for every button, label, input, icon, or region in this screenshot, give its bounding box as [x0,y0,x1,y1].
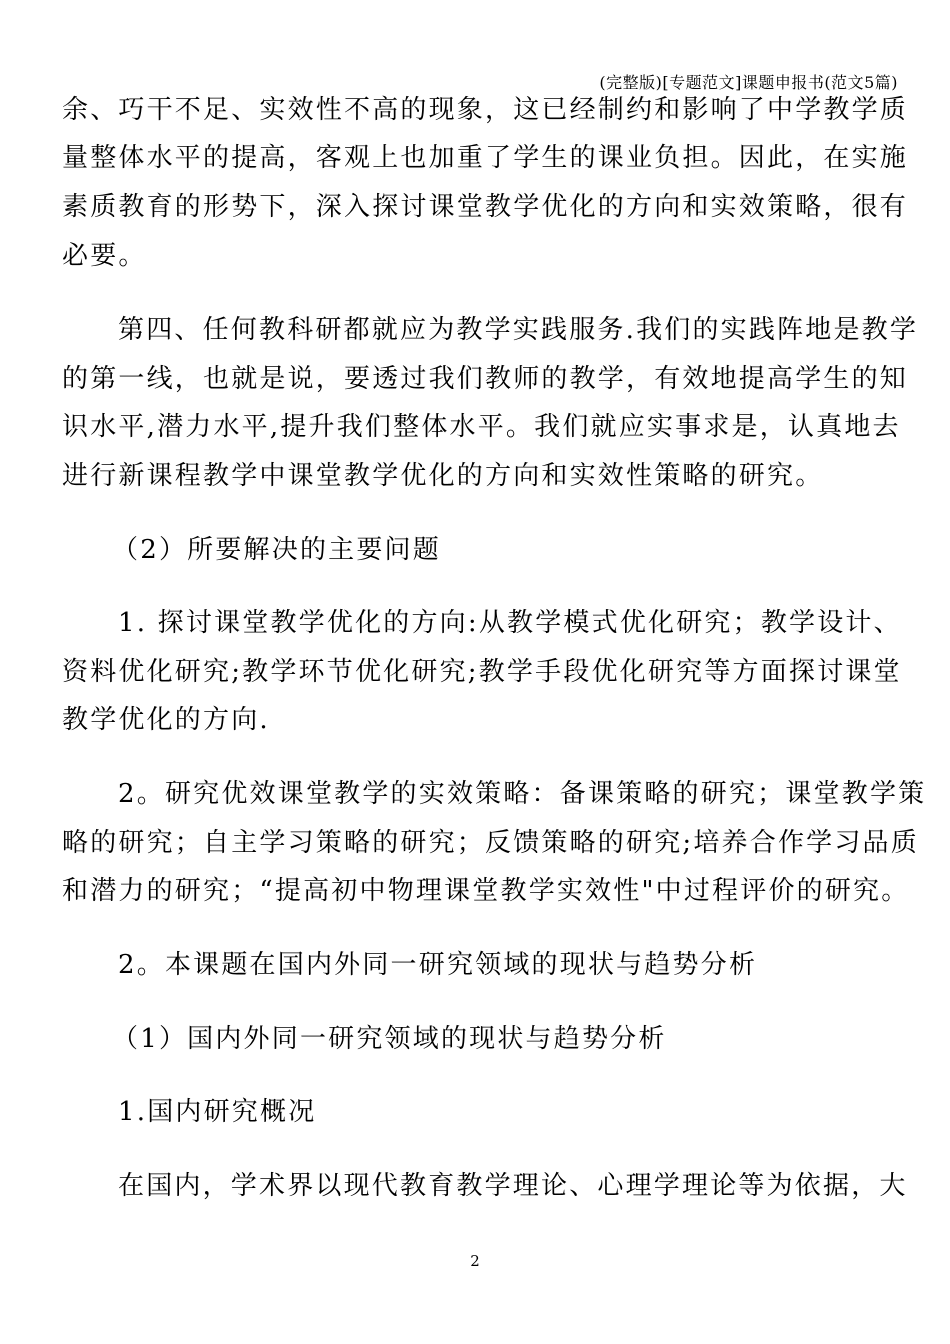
text-line: 素质教育的形势下，深入探讨课堂教学优化的方向和实效策略，很有 [62,192,909,222]
text-line: 资料优化研究;教学环节优化研究;教学手段优化研究等方面探讨课堂 [62,657,902,687]
section-heading: 1.国内研究概况 [118,1097,317,1127]
text-line: 必要。 [62,241,147,271]
section-heading: （2）所要解决的主要问题 [112,535,441,565]
page-number: 2 [470,1252,480,1270]
text-line: 量整体水平的提高，客观上也加重了学生的课业负担。因此，在实施 [62,143,909,173]
text-line: 教学优化的方向. [62,705,270,735]
text-line: 进行新课程教学中课堂教学优化的方向和实效性策略的研究。 [62,461,824,491]
section-heading: （1）国内外同一研究领域的现状与趋势分析 [112,1024,667,1054]
text-line: 2。研究优效课堂教学的实效策略：备课策略的研究；课堂教学策 [118,779,927,809]
section-heading: 2。本课题在国内外同一研究领域的现状与趋势分析 [118,950,758,980]
text-line: 第四、任何教科研都就应为教学实践服务.我们的实践阵地是教学 [118,315,919,345]
text-line: 识水平,潜力水平,提升我们整体水平。我们就应实事求是，认真地去 [62,412,901,442]
text-line: 在国内，学术界以现代教育教学理论、心理学理论等为依据，大 [118,1171,908,1201]
text-line: 和潜力的研究；“提高初中物理课堂教学实效性"中过程评价的研究。 [62,876,910,906]
text-line: 的第一线，也就是说，要透过我们教师的教学，有效地提高学生的知 [62,364,909,394]
running-header: (完整版)[专题范文]课题申报书(范文5篇) [599,73,898,92]
text-line: 略的研究；自主学习策略的研究；反馈策略的研究;培养合作学习品质 [62,828,919,858]
text-line: 余、巧干不足、实效性不高的现象，这已经制约和影响了中学教学质 [62,95,909,125]
text-line: 1. 探讨课堂教学优化的方向:从教学模式优化研究；教学设计、 [118,608,902,638]
